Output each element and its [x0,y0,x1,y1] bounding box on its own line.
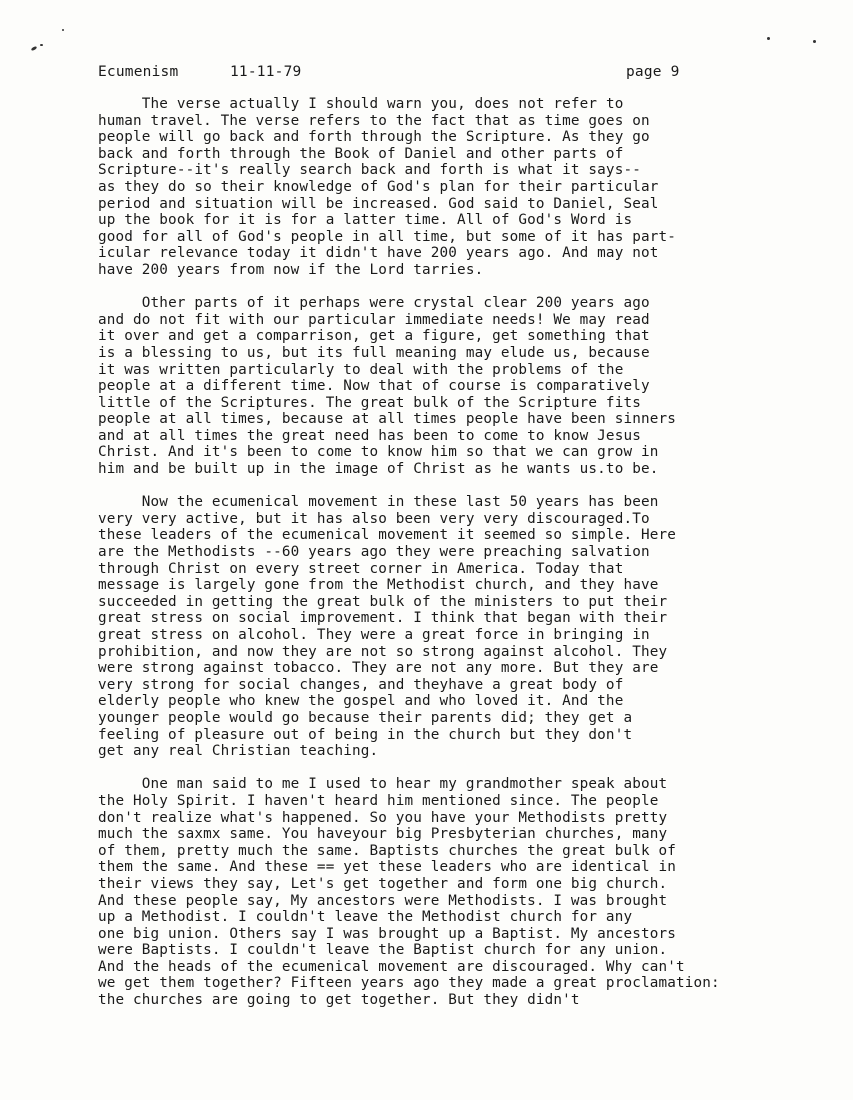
scan-speck [31,46,38,52]
scan-speck [767,37,770,40]
document-body [98,96,788,1025]
paragraph: One man said to me I used to hear my grandmother speak about the Holy Spirit. I haven't heard him mentioned since. The people don't realize what's happened. So you have your Methodists pretty much the saxmx same. You haveyour big Presbyterian churches, many of them, pretty much the same. Baptists churches the great bulk of them the same. And these == yet these leaders who are identical in their views they say, Let's get together and form one big church. And these people say, My ancestors were Methodists. I was brought up a Methodist. I couldn't leave the Methodist church for any one big union. Others say I was brought up a Baptist. My ancestors were Baptists. I couldn't leave the Baptist church for any union. And the heads of the ecumenical movement are discouraged. Why can't we get them together? Fifteen years ago they made a great proclamation: the churches are going to get together. But they didn't [98,776,720,1009]
page-header [98,64,758,84]
scan-speck [40,44,43,46]
paragraph: Other parts of it perhaps were crystal clear 200 years ago and do not fit with our particular immediate needs! We may read it over and get a comparrison, get a figure, get something that is a blessing to us, but its full meaning may elude us, because it was written particularly to deal with the problems of the people at a different time. Now that of course is comparatively little of the Scriptures. The great bulk of the Scripture fits people at all times, because at all times people have been sinners and at all times the great need has been to come to know Jesus Christ. And it's been to come to know him so that we can grow in him and be built up in the image of Christ as he wants us.to be. [98,295,676,478]
document-title: Ecumenism [98,64,179,80]
document-date: 11-11-79 [230,64,302,80]
page-number: page 9 [626,64,680,80]
scan-speck [62,29,64,31]
scan-speck [813,40,816,43]
paragraph: Now the ecumenical movement in these last 50 years has been very very active, but it has also been very very discouraged.To these leaders of the ecumenical movement it seemed so simple. Here are the Methodists --60 years ago they were preaching salvation through Christ on every street corner in America. Today that message is largely gone from the Methodist church, and they have succeeded in getting the great bulk of the ministers to put their great stress on social improvement. I think that began with their great stress on alcohol. They were a great force in bringing in prohibition, and now they are not so strong against alcohol. They were strong against tobacco. They are not any more. But they are very strong for social changes, and theyhave a great body of elderly people who knew the gospel and who loved it. And the younger people would go because their parents did; they get a feeling of pleasure out of being in the church but they don't get any real Christian teaching. [98,494,676,760]
paragraph: The verse actually I should warn you, does not refer to human travel. The verse refers to the fact that as time goes on people will go back and forth through the Scripture. As they go back and forth through the Book of Daniel and other parts of Scripture--it's really search back and forth is what it says-- as they do so their knowledge of God's plan for their particular period and situation will be increased. God said to Daniel, Seal up the book for it is for a latter time. All of God's Word is good for all of God's people in all time, but some of it has part- icular relevance today it didn't have 200 years ago. And may not have 200 years from now if the Lord tarries. [98,96,676,278]
